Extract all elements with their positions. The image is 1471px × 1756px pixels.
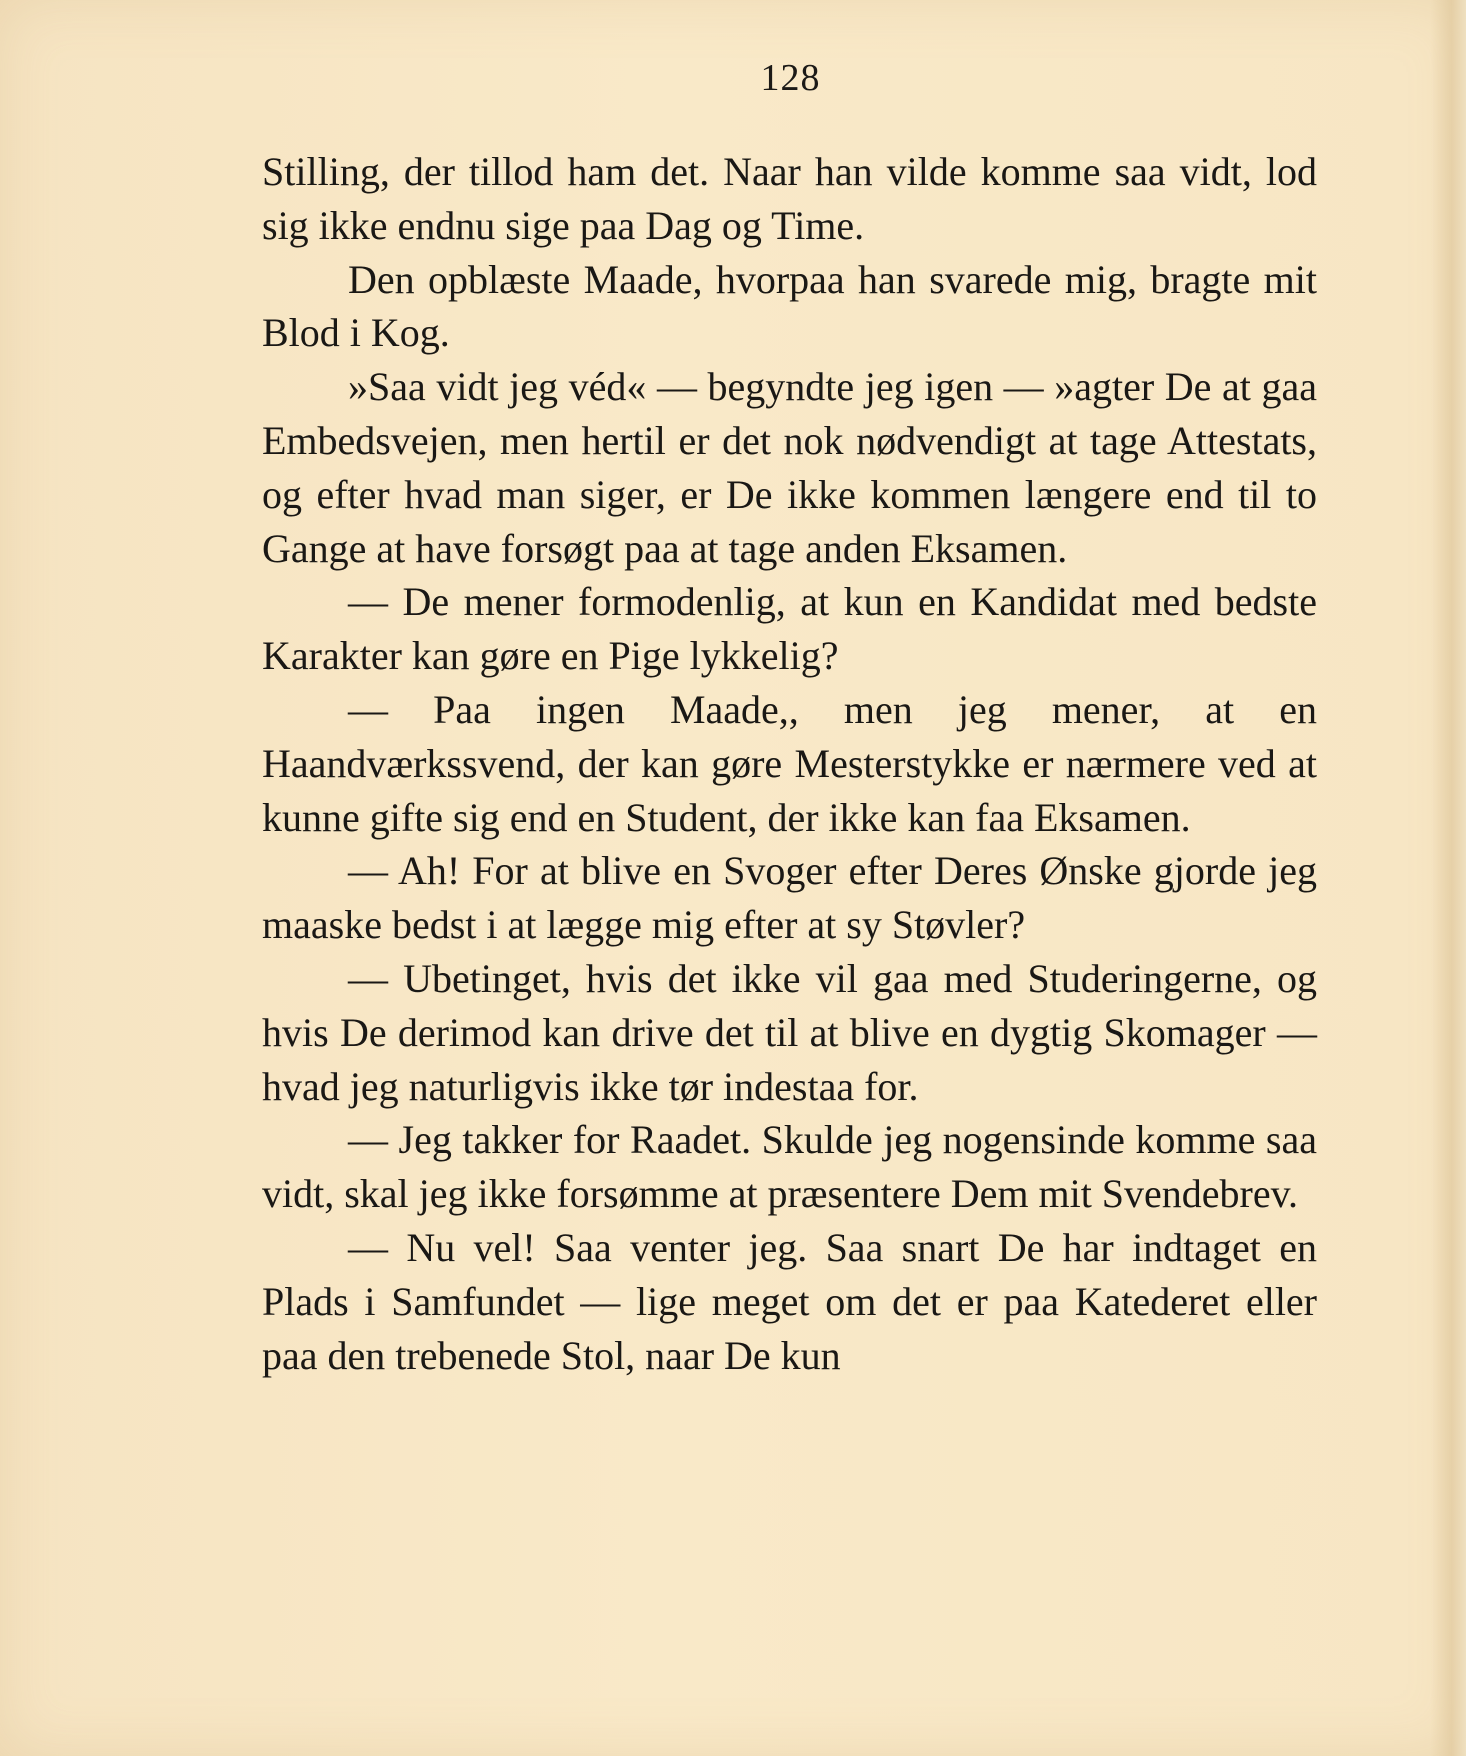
paragraph: — Ah! For at blive en Svoger efter Deres Ønske gjorde jeg maaske bedst i at lægge mig efter at sy Støvler? (262, 848, 1317, 948)
paragraph: Stilling, der tillod ham det. Naar han vilde komme saa vidt, lod sig ikke endnu sige paa Dag og Time. (262, 149, 1317, 248)
paragraph: Den opblæste Maade, hvorpaa han svarede mig, bragte mit Blod i Kog. (262, 256, 1317, 356)
paragraph: »Saa vidt jeg véd« — begyndte jeg igen — »agter De at gaa Embedsvejen, men hertil er det nok nødvendigt at tage Attestats, og efter hvad man siger, er De ikke kommen længere end til to Gange at have forsøgt paa at tage anden Eksamen. (262, 364, 1317, 571)
paragraph: — De mener formodenlig, at kun en Kandidat med bedste Karakter kan gøre en Pige lykkelig? (262, 579, 1317, 679)
paragraph: — Nu vel! Saa venter jeg. Saa snart De har indtaget en Plads i Samfundet — lige meget om det er paa Katederet eller paa den trebenede Stol, naar De kun (262, 1224, 1317, 1378)
page-edge-shadow (1430, 0, 1466, 1756)
body-text (262, 145, 1317, 1382)
page-number: 128 (760, 57, 821, 99)
paragraph: — Paa ingen Maade,, men jeg mener, at en Haandværkssvend, der kan gøre Mesterstykke er nærmere ved at kunne gifte sig end en Student, der ikke kan faa Eksamen. (262, 686, 1317, 840)
paragraph: — Ubetinget, hvis det ikke vil gaa med Studeringerne, og hvis De derimod kan drive det til at blive en dygtig Skomager — hvad jeg naturligvis ikke tør indestaa for. (262, 955, 1317, 1109)
paragraph: — Jeg takker for Raadet. Skulde jeg nogensinde komme saa vidt, skal jeg ikke forsømme at præsentere Dem mit Svendebrev. (262, 1117, 1317, 1217)
